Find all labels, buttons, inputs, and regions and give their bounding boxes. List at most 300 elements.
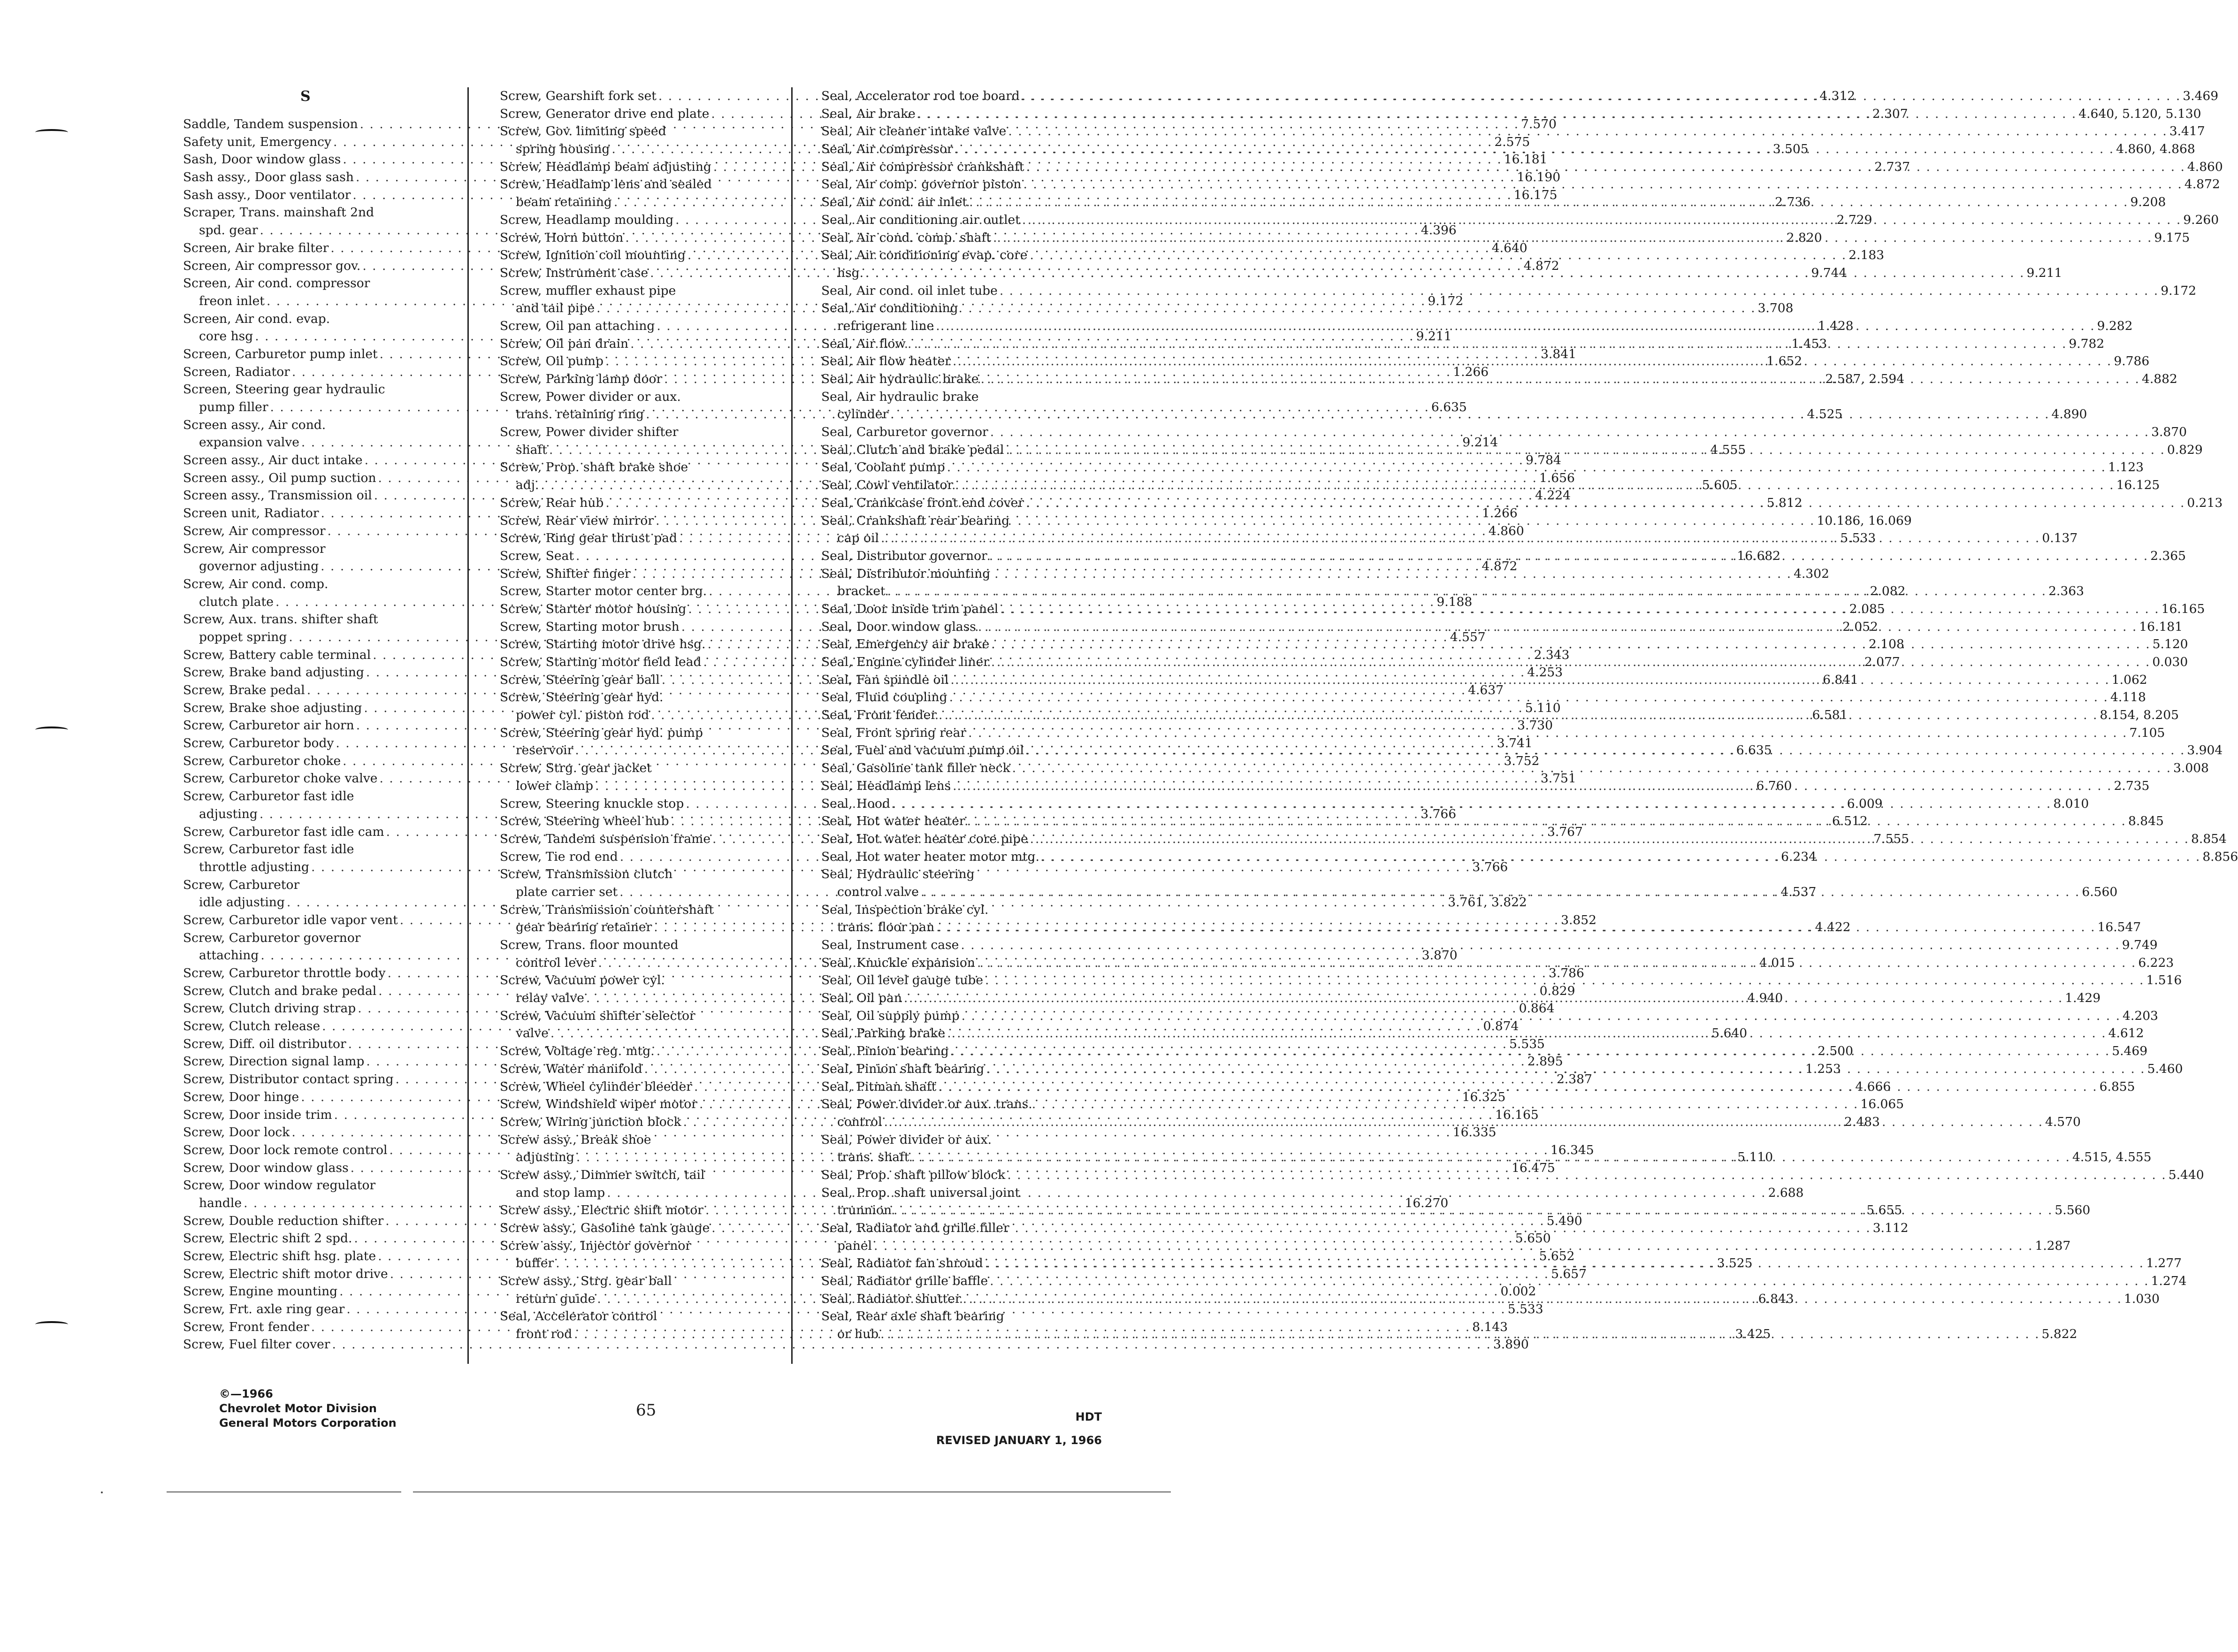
entry-term: panel [837,1238,872,1253]
entry-term: Screw, Vacuum shifter selector [500,1008,695,1023]
entry-term: expansion valve [199,435,299,450]
entry-term: control [837,1114,882,1129]
entry-term: Screw, Transmission clutch [500,867,673,882]
entry-term: Screw, Carburetor fast idle [183,789,354,804]
entry-page-ref: 3.505 [1772,142,1809,157]
entry-term: Screw, Shifter finger [500,566,631,581]
index-entry [500,122,751,140]
copyright-year: ©—1966 [219,1387,273,1400]
entry-term: Screen unit, Radiator [183,506,319,521]
entry-term: Screw, Electric shift 2 spd. [183,1231,352,1246]
dot-leader [960,1007,2123,1025]
entry-term: Screw, Parking lamp door [500,372,663,386]
entry-term: Screw, Carburetor idle vapor vent [183,912,398,927]
copyright-division: Chevrolet Motor Division [219,1402,377,1415]
entry-term: and stop lamp [516,1185,605,1200]
entry-term: Screw assy., Dimmer switch, tail [500,1167,705,1182]
entry-term: Seal, Clutch and brake pedal [821,442,1004,457]
entry-page-ref: 4.612 [2108,1026,2144,1041]
entry-term: Screw, Door window glass [183,1160,349,1175]
entry-page-ref: 5.533 [1507,1302,1543,1317]
entry-term: Screw, Clutch driving strap [183,1001,356,1016]
entry-page-ref: 2.365 [2150,548,2186,563]
index-entry [821,936,2158,954]
entry-page-ref: 3.417 [2169,124,2205,139]
index-entry [821,865,1064,883]
index-entry [500,459,751,476]
entry-term: Seal, Crankcase front end cover [821,495,1024,510]
index-entry [500,1131,751,1149]
entry-page-ref: 8.154, 8.205 [2100,708,2179,723]
entry-term: Screen, Carburetor pump inlet [183,346,378,361]
entry-page-ref: 2.688 [1768,1185,1804,1200]
index-entry [183,540,406,558]
entry-term: Screw assy., Electric shift motor [500,1203,703,1218]
entry-page-ref: 16.181 [2139,619,2183,634]
entry-page-ref: 3.870 [2151,425,2187,440]
entry-term: relay valve [516,991,584,1006]
dot-leader [975,954,2138,972]
entry-page-ref: 4.302 [1794,566,1829,581]
entry-page-ref: 4.940 [1747,991,1783,1006]
entry-term: Seal, Accelerator rod toe board [821,89,1020,103]
entry-page-ref: 4.203 [2123,1008,2158,1023]
index-entry [183,275,406,292]
entry-term: Seal, Radiator grille baffle [821,1274,988,1289]
copyright-corporation: General Motors Corporation [219,1416,397,1430]
entry-term: Seal, Parking brake [821,1026,946,1041]
entry-page-ref: 3.767 [1547,824,1583,839]
entry-page-ref: 5.460 [2147,1061,2183,1076]
entry-page-ref: 16.190 [1517,170,1561,185]
page-number: 65 [636,1401,657,1420]
entry-term: Screw, Ring gear thrust pad [500,531,678,546]
binder-hole-mark [35,1321,68,1328]
entry-term: control lever [516,955,596,970]
entry-page-ref: 1.062 [2111,672,2147,687]
dot-leader [987,547,2150,565]
entry-term: Screw, Air cond. comp. [183,576,328,591]
entry-page-ref: 9.786 [2114,354,2150,369]
entry-term: Screw, Carburetor body [183,736,334,751]
entry-term: Screw, Air compressor [183,541,326,556]
dot-leader [966,724,2129,742]
entry-page-ref: 9.744 [1811,265,1847,280]
index-entry [821,246,1064,264]
entry-term: Seal, Gasoline tank filler neck [821,761,1010,776]
entry-page-ref: 16.065 [1860,1097,1904,1112]
dot-leader [1020,87,2183,105]
entry-page-ref: 3.761, 3.822 [1448,895,1527,910]
entry-term: spring housing [516,142,610,157]
entry-page-ref: 4.860 [2187,159,2223,174]
entry-term: Screw, Gearshift fork set [500,89,657,103]
entry-term: Seal, Air flow heater [821,354,951,369]
dot-leader [988,1272,2151,1290]
entry-page-ref: 4.312 [1819,89,1856,103]
entry-page-ref: 4.224 [1535,488,1571,503]
copyright-block [219,1387,397,1430]
dot-leader [886,582,2048,600]
entry-page-ref: 3.786 [1549,966,1584,980]
entry-term: Seal, Fan spindle oil [821,672,949,687]
entry-page-ref: 1.266 [1453,364,1489,379]
dot-leader [984,1060,2147,1078]
entry-term: front rod [516,1327,573,1342]
dot-leader [1024,158,2187,176]
entry-page-ref: 3.425 [1735,1327,1771,1342]
entry-term: Screw, Door lock remote control [183,1142,388,1157]
entry-term: Seal, Inspection brake cyl. [821,902,989,917]
entry-term: Seal, Air cond. oil inlet tube [821,283,998,298]
entry-term: Seal, Air compressor [821,142,953,157]
entry-term: Screw, Voltage reg. mtg. [500,1044,655,1059]
dot-leader [948,671,2111,689]
entry-term: clutch plate [199,594,274,609]
entry-term: Saddle, Tandem suspension [183,117,358,131]
index-entry [183,381,406,398]
entry-term: Screw, Gov. limiting speed [500,124,666,139]
entry-page-ref: 4.666 [1855,1079,1891,1094]
dot-leader [949,1042,2112,1060]
entry-term: Screw, Horn button [500,230,624,245]
entry-term: Screw, Carburetor governor [183,930,361,945]
entry-term: Seal, Air comp. governor piston [821,177,1022,192]
entry-page-ref: 3.766 [1472,859,1508,874]
entry-term: Screw assy., Gasoline tank gauge [500,1221,710,1235]
index-entry [500,865,751,883]
index-entry [821,1184,1064,1202]
entry-page-ref: 5.533 [1840,531,1876,546]
dot-leader [1028,830,2191,848]
entry-term: control valve [837,884,919,899]
index-entry [500,688,751,706]
dot-leader [951,352,2114,370]
entry-page-ref: 1.030 [2124,1291,2160,1306]
index-entry [183,929,406,947]
entry-page-ref: 5.812 [1766,495,1803,510]
dot-leader [878,1325,2041,1343]
entry-term: Screen assy., Transmission oil [183,488,372,503]
entry-page-ref: 6.581 [1812,708,1848,723]
entry-page-ref: 3.841 [1541,346,1576,361]
entry-page-ref: 4.515, 4.555 [2072,1150,2152,1165]
entry-page-ref: 0.874 [1483,1019,1519,1034]
entry-term: Sash assy., Door glass sash [183,170,354,185]
entry-term: Seal, Hot water heater [821,814,965,829]
entry-term: buffer [516,1256,554,1271]
entry-term: shaft [516,442,547,457]
entry-page-ref: 5.560 [2055,1203,2091,1218]
entry-page-ref: 5.822 [2041,1327,2078,1342]
index-entry [183,1336,1529,1354]
entry-term: Screen assy., Oil pump suction [183,470,376,485]
entry-term: Screw, muffler exhaust pipe [500,283,676,298]
entry-term: Screw, Vacuum power cyl. [500,973,665,988]
index-entry [821,512,1064,530]
entry-term: Seal, Air conditioning evap. core [821,248,1028,263]
entry-term: reservoir [516,743,573,758]
entry-term: Screen assy., Air duct intake [183,453,363,468]
index-entry [500,1272,751,1290]
dot-leader [953,476,2116,494]
entry-term: Screw, Door lock [183,1125,290,1140]
index-entry [500,282,751,300]
entry-term: Screen, Radiator [183,364,290,379]
dot-leader [1020,211,2183,229]
entry-page-ref: 1.429 [2065,991,2101,1006]
entry-term: Screw, Oil pan drain [500,336,629,351]
dot-leader [1004,441,2167,459]
entry-term: Screw, Ignition coil mounting [500,248,686,263]
dot-leader [937,706,2100,724]
entry-term: or hub [837,1327,879,1342]
entry-page-ref: 9.172 [2161,283,2197,298]
entry-term: Screw, Wiring junction block [500,1114,681,1129]
entry-page-ref: 2.895 [1527,1054,1563,1069]
entry-term: Screw, Air compressor [183,523,326,538]
entry-page-ref: 0.213 [2187,495,2223,510]
entry-page-ref: 16.165 [2161,601,2205,616]
scan-dot [101,1491,103,1493]
binder-hole-mark [35,727,68,733]
entry-page-ref: 0.829 [2167,442,2203,457]
entry-term: Seal, Air hydraulic brake [821,389,979,404]
entry-term: Seal, Pitman shaft [821,1079,937,1094]
entry-page-ref: 8.010 [2053,796,2089,811]
entry-term: Screw, Steering wheel hub [500,814,669,829]
entry-page-ref: 9.172 [1428,293,1464,308]
index-entry [821,388,1064,406]
entry-page-ref: 6.560 [2082,884,2118,899]
entry-term: Screw, Carburetor fast idle [183,842,354,857]
entry-page-ref: 9.260 [2183,212,2219,227]
dot-leader [888,405,2051,423]
entry-term: adj. [516,478,539,493]
entry-term: Screw, Starting motor drive hsg. [500,637,706,652]
entry-page-ref: 9.175 [2154,230,2190,245]
entry-page-ref: 0.002 [1500,1284,1536,1299]
entry-page-ref: 4.640, 5.120, 5.130 [2078,106,2201,121]
section-letter: S [300,88,311,105]
entry-page-ref: 9.211 [2026,265,2062,280]
dot-leader [951,777,2114,795]
dot-leader [983,971,2146,989]
index-entry [183,416,406,434]
entry-page-ref: 3.730 [1517,718,1553,733]
entry-page-ref: 10.186, 16.069 [1817,513,1912,528]
entry-page-ref: 7.105 [2129,725,2165,740]
entry-term: cylinder [837,407,889,422]
entry-term: throttle adjusting [199,859,310,874]
entry-page-ref: 2.820 [1786,230,1822,245]
entry-term: Screw, Instrument case [500,265,649,280]
entry-term: Screw, Carburetor fast idle cam [183,824,384,839]
entry-page-ref: 7.555 [1873,831,1910,846]
entry-term: Screw, Front fender [183,1319,309,1334]
entry-term: Screw, Prop. shaft brake shoe [500,460,688,475]
entry-term: Screw, Steering knuckle stop [500,796,684,811]
entry-term: Screen assy., Air cond. [183,417,326,432]
entry-term: handle [199,1195,242,1210]
entry-term: Screw, Brake pedal [183,683,305,697]
entry-term: Screw, Direction signal lamp [183,1054,365,1069]
dot-leader [998,600,2161,618]
entry-term: power cyl. piston rod [516,708,649,723]
entry-page-ref: 6.009 [1847,796,1883,811]
entry-term: Seal, Engine cylinder liner [821,655,989,669]
entry-term: Seal, Hot water heater motor mtg. [821,849,1039,864]
index-entry [183,841,406,858]
entry-term: Screw, Carburetor throttle body [183,966,386,980]
entry-page-ref: 4.860 [1488,523,1524,538]
entry-term: Screw, Oil pump [500,354,603,369]
entry-term: Screw assy., Break shoe [500,1132,651,1147]
entry-term: Seal, Front fender [821,708,937,723]
dot-leader [890,795,2053,813]
entry-term: Seal, Air conditioning air outlet [821,212,1020,227]
entry-term: pump filler [199,400,268,414]
dot-leader [605,1184,1768,1202]
entry-page-ref: 2.052 [1842,619,1878,634]
entry-term: Screw, Electric shift motor drive [183,1266,388,1281]
dot-leader [991,229,2154,247]
entry-term: Screw, Carburetor choke [183,753,341,768]
entry-page-ref: 3.870 [1421,948,1458,963]
doc-code: HDT [1075,1410,1102,1423]
entry-page-ref: 3.904 [2187,743,2223,758]
dot-leader [919,883,2082,901]
entry-term: Screw, Power divider or aux. [500,389,681,404]
dot-leader [945,1025,2108,1042]
entry-term: Screw, Strg. gear jacket [500,761,652,776]
entry-term: Screw, Brake band adjusting [183,665,364,680]
entry-term: Seal, Radiator shutter [821,1291,961,1306]
entry-term: Seal, Power divider or aux. trans. [821,1097,1032,1112]
entry-term: Screw, Wheel cylinder bleeder [500,1079,692,1094]
entry-term: Screw, Carburetor air horn [183,718,354,733]
entry-term: core hsg [199,329,253,344]
index-entry [500,176,751,193]
column-divider [467,87,469,1364]
entry-term: Seal, Distributor mounting [821,566,991,581]
entry-page-ref: 0.137 [2042,531,2078,546]
entry-page-ref: 6.223 [2138,955,2174,970]
entry-page-ref: 6.635 [1431,400,1467,414]
entry-term: return guide [516,1291,596,1306]
entry-page-ref: 8.854 [2191,831,2227,846]
index-entry [183,204,406,222]
entry-page-ref: 1.453 [1791,336,1827,351]
entry-page-ref: 1.516 [2146,973,2182,988]
entry-term: Screw assy., Strg. gear ball [500,1274,672,1289]
entry-page-ref: 9.214 [1462,435,1498,450]
entry-page-ref: 5.605 [1702,478,1738,493]
dot-leader [953,140,2116,158]
index-entry [500,1007,751,1025]
entry-term: Seal, Accelerator control [500,1309,657,1324]
index-entry [821,901,1064,919]
dot-leader [631,565,1794,583]
entry-page-ref: 2.575 [1494,134,1530,149]
entry-page-ref: 5.657 [1551,1266,1587,1281]
index-entry [183,876,406,894]
entry-page-ref: 4.537 [1780,884,1817,899]
dot-leader [988,423,2151,441]
index-entry [821,1095,1064,1113]
entry-term: Screw, Electric shift hsg. plate [183,1249,376,1263]
index-entry [821,299,1064,317]
entry-page-ref: 2.483 [1844,1114,1880,1129]
entry-page-ref: 9.188 [1436,594,1473,609]
entry-term: Screw, Starter motor center brg. [500,584,707,599]
index-entry [183,611,406,628]
entry-page-ref: 2.735 [2114,778,2150,793]
dot-leader [902,989,2065,1007]
entry-term: Seal, Fuel and vacuum pump oil [821,743,1024,758]
entry-page-ref: 2.729 [1836,212,1872,227]
dot-leader [934,918,2097,936]
entry-term: Scraper, Trans. mainshaft 2nd [183,205,374,220]
entry-page-ref: 5.110 [1525,700,1561,715]
entry-page-ref: 1.287 [2035,1238,2071,1253]
entry-term: Screw, Carburetor [183,877,300,892]
entry-page-ref: 4.253 [1527,665,1563,680]
entry-page-ref: 2.736 [1775,195,1811,210]
entry-term: Screw, Door inside trim [183,1107,332,1122]
entry-term: hsg. [837,265,864,280]
index-entry [500,901,751,919]
entry-page-ref: 16.181 [1504,152,1548,167]
entry-term: Seal, Power divider or aux. [821,1132,992,1147]
entry-page-ref: 6.760 [1756,778,1792,793]
entry-page-ref: 16.165 [1495,1107,1539,1122]
index-entry [500,759,751,777]
entry-page-ref: 8.856 [2202,849,2238,864]
dot-leader [1010,759,2173,777]
entry-page-ref: 4.118 [2110,690,2146,705]
entry-term: Screw, Headlamp moulding [500,212,674,227]
entry-term: Screen, Air compressor gov. [183,258,361,273]
dot-leader [892,1201,2055,1219]
entry-term: Seal, Coolant pump [821,460,945,475]
dot-leader [976,618,2139,636]
index-entry [821,1308,1064,1325]
entry-page-ref: 6.512 [1832,814,1868,829]
entry-term: Screw, Frt. axle ring gear [183,1302,345,1317]
entry-term: idle adjusting [199,895,285,910]
entry-term: Seal, Headlamp lens [821,778,951,793]
entry-page-ref: 9.782 [2069,336,2105,351]
entry-page-ref: 9.749 [2122,938,2158,952]
dot-leader [989,635,2152,653]
entry-term: Seal, Air flow [821,336,906,351]
entry-term: Seal, Pinion shaft bearing [821,1061,985,1076]
entry-page-ref: 3.469 [2183,89,2219,103]
entry-page-ref: 16.270 [1405,1195,1449,1210]
entry-term: Screw assy., Injector governor [500,1238,692,1253]
entry-term: Safety unit, Emergency [183,134,331,149]
entry-page-ref: 16.335 [1452,1125,1497,1140]
index-entry [183,575,406,593]
entry-page-ref: 3.766 [1421,806,1457,821]
entry-page-ref: 6.855 [2099,1079,2135,1094]
index-entry [821,1131,1064,1149]
index-entry [500,423,751,441]
entry-page-ref: 3.890 [1493,1337,1529,1352]
entry-page-ref: 16.345 [1550,1142,1594,1157]
entry-term: Screen, Air cond. evap. [183,311,330,326]
